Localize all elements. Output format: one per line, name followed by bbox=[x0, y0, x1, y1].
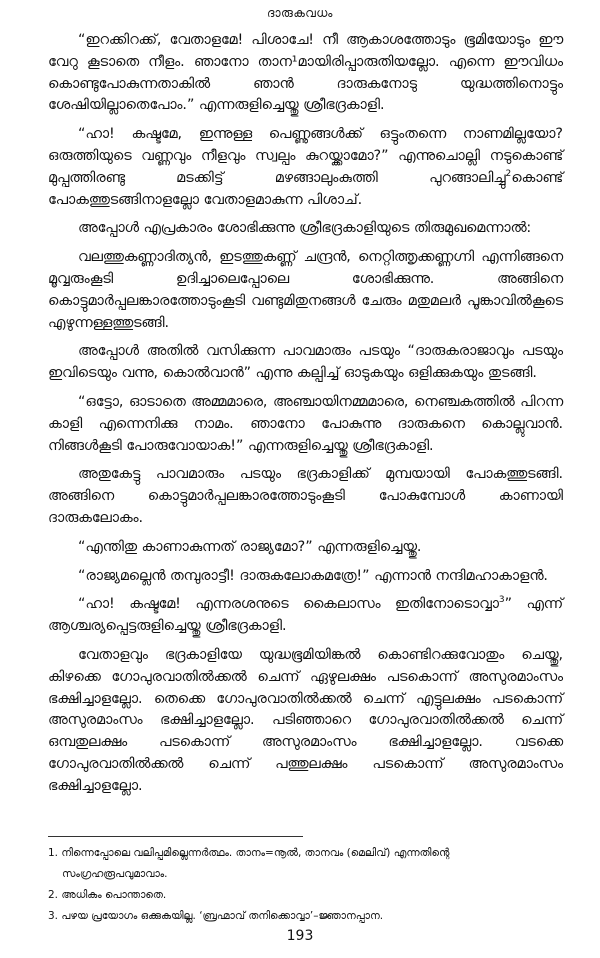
paragraph: വേതാളവും ഭദ്രകാളിയേ യുദ്ധഭൂമിയിങ്കൽ കൊണ്ടിറക്കുവോതും ചെയ്തു, കിഴക്കെ ഗോപുരവാതിൽക്കൽ ചെന്ന് ഏഴുലക്ഷം പടകൊന്ന് അസുരമാംസം ഭക്ഷിച്ചാളല്ലോ. തെക്കെ ഗോപുരവാതിൽക്കൽ ചെന്ന് എട്ടുലക്ഷം പടകൊന്ന് അസുരമാംസം ഭക്ഷിച്ചാളല്ലോ. പടിഞ്ഞാറെ ഗോപുരവാതിൽക്കൽ ചെന്ന് ഒമ്പതുലക്ഷം പടകൊന്ന് അസുരമാംസം ഭക്ഷിച്ചാളല്ലോ. വടക്കെ ഗോപുരവാതിൽക്കൽ ചെന്ന് പത്തുലക്ഷം പടകൊന്ന് അസുരമാംസം ഭക്ഷിച്ചാളല്ലോ. bbox=[48, 646, 563, 794]
paragraph: വലത്തുകണ്ണാദിത്യൻ, ഇടത്തുകണ്ണ് ചന്ദ്രൻ, നെറ്റിത്തൃക്കണ്ണഗ്നി എന്നിങ്ങനെ മൂവ്വരുംകൂടി ഉദിച്ചാലെപ്പോലെ ശോഭിക്കുന്നു. അങ്ങിനെ കൊട്ടുമാർപ്പലങ്കാരത്തോടുംകൂടി വണ്ടുമിതുനങ്ങൾ ചേരും മതുമലർ പൂങ്കാവിൽകൂടെ എഴുന്നള്ളത്തുടങ്ങി. bbox=[48, 249, 563, 331]
main-text bbox=[48, 30, 563, 805]
footnote-divider bbox=[48, 836, 303, 837]
footnote-continuation: സംഗ്രഹരൂപവുമാവാം. bbox=[62, 868, 168, 880]
footnote-marker: 2 bbox=[505, 169, 512, 180]
footnote: 2. അധികം പൊന്താതെ. bbox=[48, 889, 167, 901]
footnotes bbox=[48, 843, 568, 927]
text-run: “ഹാ! കഷ്ടമേ, ഇന്നുള്ള പെണ്ണുങ്ങൾക്ക് ഒട്ടുംതന്നെ നാണമില്ലയോ? ഒരുത്തിയുടെ വണ്ണവും നീളവും സ്വല്പം കുറയ്ക്കാമോ?” എന്നുചൊല്ലി നടുകൊണ്ട് മുപ്പത്തിരണ്ടു മടക്കിട്ട് മഴങ്ങാലുംകുത്തി പുറങ്ങാലിച്ചു bbox=[48, 126, 563, 186]
paragraph bbox=[48, 594, 563, 638]
footnote: 1. നിന്നെപ്പോലെ വലിപ്പമില്ലെന്നർത്ഥം. താനം=നൂൽ, താനവം (മെലിവ്) എന്നതിന്റെ bbox=[48, 847, 450, 859]
paragraph: “ഒട്ടോ, ഓടാതെ അമ്മമാരെ, അഞ്ചായിനമ്മമാരെ, നെഞ്ചകത്തിൽ പിറന്ന കാളി എന്നെനിക്കു നാമം. ഞാനോ പോകുന്നു ദാരുകനെ കൊല്ലുവാൻ. നിങ്ങൾകൂടി പോരുവോയാക!” എന്നരുളിച്ചെയ്തു ശ്രീഭദ്രകാളി. bbox=[48, 393, 563, 454]
paragraph: “രാജ്യമല്ലെൻ തമ്പുരാട്ടീ! ദാരുകലോകമത്രേ!” എന്നാൻ നന്ദിമഹാകാളൻ. bbox=[78, 567, 548, 584]
text-run: കൊണ്ട് പോകത്തുടങ്ങിനാളല്ലോ വേതാളമാകുന്ന പിശാച്. bbox=[48, 169, 563, 208]
page-number: 193 bbox=[286, 928, 314, 944]
paragraph: “ഇറക്കിറക്ക്, വേതാളമേ! പിശാചേ! നീ ആകാശത്തോടും ഭൂമിയോടും ഈ വേറു കൂടാതെ നീളം. ഞാനോ താന¹മായിരിപ്പാരുതിയല്ലോ. എന്നെ ഈവിധം കൊണ്ടുപോകുന്നതാകിൽ ഞാൻ ദാരുകനോടു യുദ്ധത്തിനൊട്ടും ശേഷിയില്ലാതെപോം.” എന്നരുളിച്ചെയ്തു ശ്രീഭദ്രകാളി. bbox=[48, 32, 563, 114]
text-run: “ഹാ! കഷ്ടമേ! എന്നരശനുടെ കൈലാസം ഇതിനോടൊവ്വാ bbox=[78, 596, 499, 613]
footnote: 3. പഴയ പ്രയോഗം ഒക്കുകയില്ല. ‘ബ്രഹ്മാവ് തനിക്കൊവ്വാ’–ജ്ഞാനപ്പാന. bbox=[48, 910, 384, 922]
paragraph: അതുകേട്ടു പാവമാരും പടയും ഭദ്രകാളിക്ക് മുമ്പയായി പോകത്തുടങ്ങി. അങ്ങിനെ കൊട്ടുമാർപ്പലങ്കാരത്തോടുംകൂടി പോകുമ്പോൾ കാണായി ദാരുകലോകം. bbox=[48, 466, 563, 526]
paragraph: “എന്തിതു കാണാകുന്നത് രാജ്യമോ?” എന്നരുളിച്ചെയ്തു. bbox=[78, 538, 422, 555]
running-header: ദാരുകവധം bbox=[267, 6, 333, 20]
paragraph bbox=[48, 124, 563, 211]
paragraph: അപ്പോൾ എപ്രകാരം ശോഭിക്കുന്നു ശ്രീഭദ്രകാളിയുടെ തിരുമുഖമെന്നാൽ: bbox=[78, 220, 532, 237]
footnote-marker: 3 bbox=[498, 595, 505, 606]
paragraph: അപ്പോൾ അതിൽ വസിക്കുന്ന പാവമാരും പടയും “ദാരുകരാജാവും പടയും ഇവിടെയും വന്നു, കൊൽവാൻ” എന്നു കല്പിച്ച് ഓടുകയും ഒളിക്കുകയും തുടങ്ങി. bbox=[48, 343, 564, 382]
text-run: ” എന്ന് ആശ്ചര്യപ്പെട്ടരുളിച്ചെയ്തു ശ്രീഭദ്രകാളി. bbox=[48, 596, 563, 635]
